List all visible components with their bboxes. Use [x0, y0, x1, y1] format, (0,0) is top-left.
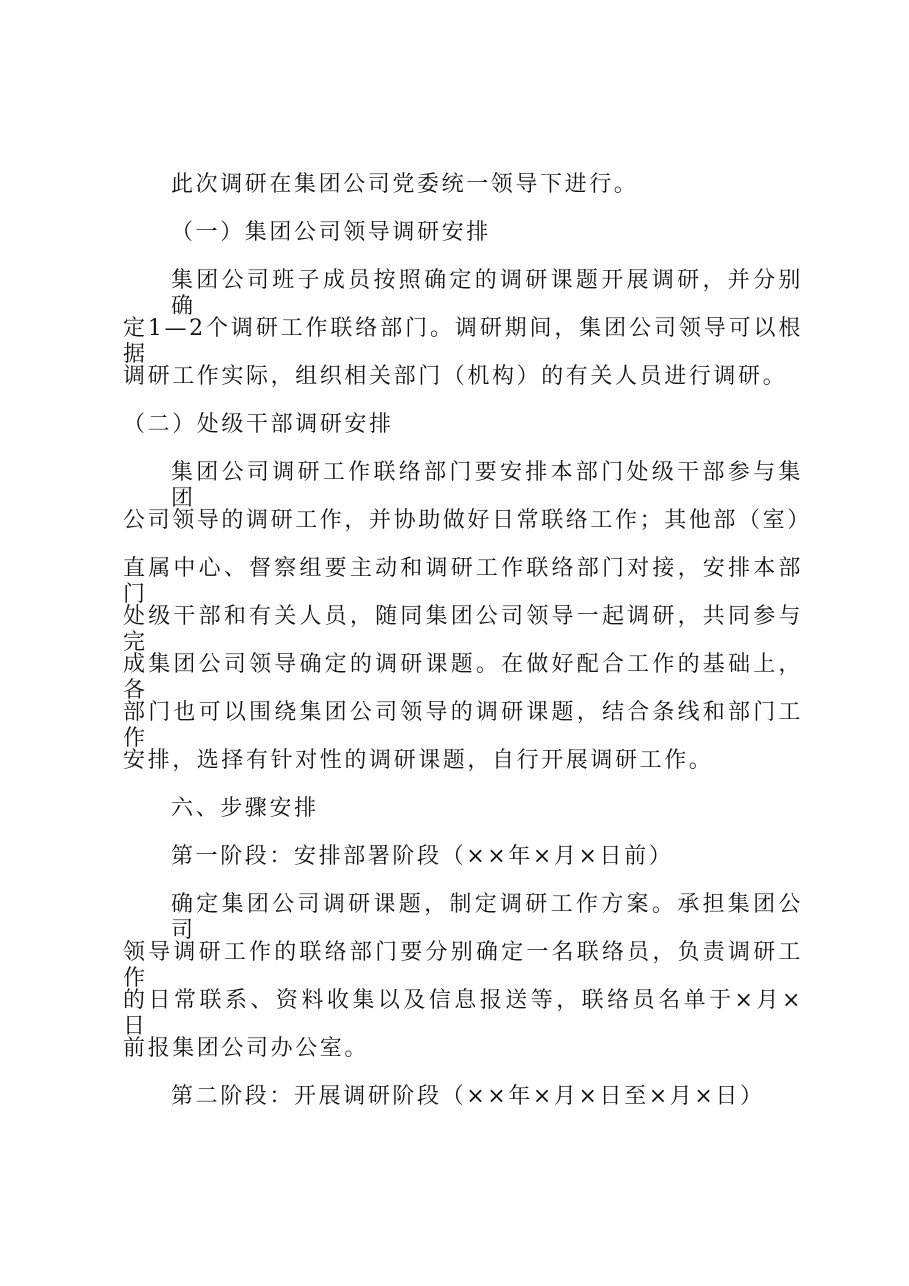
heading-phase-one: 第一阶段：安排部署阶段（××年×月×日前） [171, 844, 674, 869]
paragraph-text-line: 的日常联系、资料收集以及信息报送等，联络员名单于×月×日 [123, 988, 803, 1039]
paragraph-text-line: 前报集团公司办公室。 [123, 1036, 370, 1061]
heading-steps: 六、步骤安排 [171, 796, 319, 821]
paragraph-leadership-note: 此次调研在集团公司党委统一领导下进行。 [171, 172, 639, 197]
paragraph-text-line: 部门也可以围绕集团公司领导的调研课题，结合条线和部门工作 [123, 700, 803, 751]
paragraph-text-line: 确定集团公司调研课题，制定调研工作方案。承担集团公司 [171, 892, 803, 943]
paragraph-text-line: 公司领导的调研工作，并协助做好日常联络工作；其他部（室） [123, 508, 812, 533]
paragraph-text-line: 处级干部和有关人员，随同集团公司领导一起调研，共同参与完 [123, 604, 803, 655]
paragraph-text-line: 领导调研工作的联络部门要分别确定一名联络员，负责调研工作 [123, 940, 803, 991]
paragraph-text-line: 集团公司班子成员按照确定的调研课题开展调研，并分别确 [171, 268, 803, 319]
heading-leader-research: （一）集团公司领导调研安排 [171, 220, 491, 245]
paragraph-text-line: 直属中心、督察组要主动和调研工作联络部门对接，安排本部门 [123, 556, 803, 607]
paragraph-text-line: 调研工作实际，组织相关部门（机构）的有关人员进行调研。 [123, 364, 788, 389]
paragraph-text-line: 集团公司调研工作联络部门要安排本部门处级干部参与集团 [171, 460, 803, 511]
heading-phase-two: 第二阶段：开展调研阶段（××年×月×日至×月×日） [171, 1084, 765, 1109]
heading-cadre-research: （二）处级干部调研安排 [123, 412, 394, 437]
paragraph-text-line: 成集团公司领导确定的调研课题。在做好配合工作的基础上，各 [123, 652, 803, 703]
paragraph-text-line: 安排，选择有针对性的调研课题，自行开展调研工作。 [123, 748, 714, 773]
paragraph-text-line: 定1—2个调研工作联络部门。调研期间，集团公司领导可以根据 [123, 316, 803, 367]
